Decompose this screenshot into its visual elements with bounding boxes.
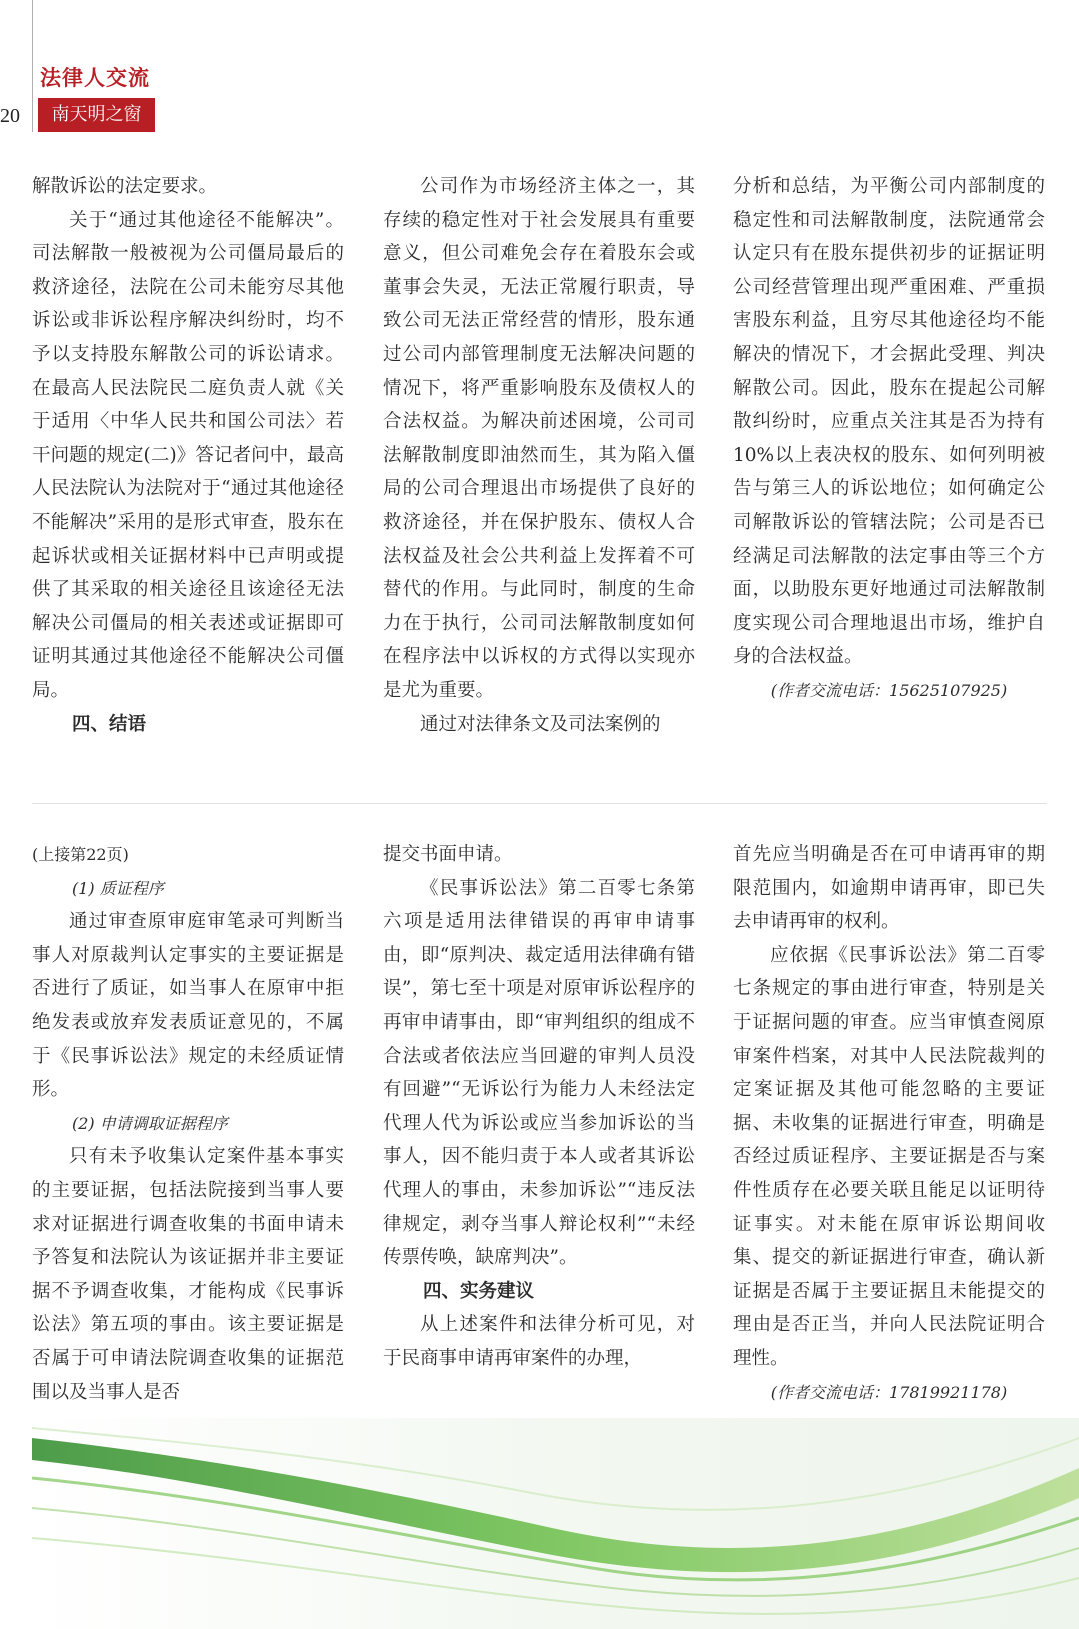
author-contact: (作者交流电话：17819921178) — [770, 1382, 1008, 1402]
article-top-column-2 — [383, 170, 695, 741]
section-heading-practice-advice: 四、实务建议 — [423, 1280, 535, 1302]
decorative-green-wave — [32, 1418, 1079, 1629]
paragraph: 只有未予收集认定案件基本事实的主要证据，包括法院接到当事人要求对证据进行调查收集的书面申请未予答复和法院认为该证据并非主要证据不予调查收集，才能构成《民事诉讼法》第五项的事由。该主要证据是否属于可申请法院调查收集的证据范围以及当事人是否 — [32, 1146, 344, 1403]
author-contact: (作者交流电话：15625107925) — [770, 680, 1008, 700]
subheading-cross-examination: (1) 质证程序 — [72, 878, 164, 898]
paragraph: 通过对法律条文及司法案例的 — [420, 713, 661, 735]
article-bottom-column-2 — [383, 838, 695, 1376]
section-heading-conclusion: 四、结语 — [72, 713, 147, 735]
article-top-column-3 — [733, 170, 1045, 708]
paragraph: 关于“通过其他途径不能解决”。司法解散一般被视为公司僵局最后的救济途径，法院在公司未能穷尽其他诉讼或非诉讼程序解决纠纷时，均不予以支持股东解散公司的诉讼请求。在最高人民法院民二庭负责人就《关于适用〈中华人民共和国公司法〉若干问题的规定(二)》答记者问中，最高人民法院认为法院对于“通过其他途径不能解决”采用的是形式审查，股东在起诉状或相关证据材料中已声明或提供了其采取的相关途径且该途径无法解决公司僵局的相关表述或证据即可证明其通过其他途径不能解决公司僵局。 — [32, 209, 344, 701]
article-bottom-column-3 — [733, 838, 1045, 1409]
paragraph: 解散诉讼的法定要求。 — [32, 176, 218, 197]
paragraph: 《民事诉讼法》第二百零七条第六项是适用法律错误的再审申请事由，即“原判决、裁定适用法律确有错误”，第七至十项是对原审诉讼程序的再审申请事由，即“审判组织的组成不合法或者依法应当回避的审判人员没有回避”“无诉讼行为能力人未经法定代理人代为诉讼或应当参加诉讼的当事人，因不能归责于本人或者其诉讼代理人的事由，未参加诉讼”“违反法律规定，剥夺当事人辩论权利”“未经传票传唤，缺席判决”。 — [383, 877, 695, 1269]
paragraph: 应依据《民事诉讼法》第二百零七条规定的事由进行审查，特别是关于证据问题的审查。应当审慎查阅原审案件档案，对其中人民法院裁判的定案证据及其他可能忽略的主要证据、未收集的证据进行审查，明确是否经过质证程序、主要证据是否与案件性质存在必要关联且能足以证明待证事实。对未能在原审诉讼期间收集、提交的新证据进行审查，确认新证据是否属于主要证据且未能提交的理由是否正当，并向人民法院证明合理性。 — [733, 944, 1045, 1369]
paragraph: 分析和总结，为平衡公司内部制度的稳定性和司法解散制度，法院通常会认定只有在股东提供初步的证据证明公司经营管理出现严重困难、严重损害股东利益，且穷尽其他途径均不能解决的情况下，才会据此受理、判决解散公司。因此，股东在提起公司解散纠纷时，应重点关注其是否为持有10%以上表决权的股东、如何列明被告与第三人的诉讼地位；如何确定公司解散诉讼的管辖法院；公司是否已经满足司法解散的法定事由等三个方面，以助股东更好地通过司法解散制度实现公司合理地退出市场，维护自身的合法权益。 — [733, 176, 1045, 668]
article-bottom-column-1 — [32, 838, 344, 1409]
article-top-column-1 — [32, 170, 344, 741]
continued-from-note: (上接第22页) — [32, 845, 129, 864]
paragraph: 公司作为市场经济主体之一，其存续的稳定性对于社会发展具有重要意义，但公司难免会存在着股东会或董事会失灵，无法正常履行职责，导致公司无法正常经营的情形，股东通过公司内部管理制度无法解决问题的情况下，将严重影响股东及债权人的合法权益。为解决前述困境，公司司法解散制度即油然而生，其为陷入僵局的公司合理退出市场提供了良好的救济途径，并在保护股东、债权人合法权益及社会公共利益上发挥着不可替代的作用。与此同时，制度的生命力在于执行，公司司法解散制度如何在程序法中以诉权的方式得以实现亦是尤为重要。 — [383, 176, 695, 701]
paragraph: 从上述案件和法律分析可见，对于民商事申请再审案件的办理， — [383, 1314, 695, 1369]
column-subtitle-badge: 南天明之窗 — [38, 98, 155, 132]
paragraph: 提交书面申请。 — [383, 844, 513, 865]
header-rule — [32, 0, 33, 132]
paragraph: 通过审查原审庭审笔录可判断当事人对原裁判认定事实的主要证据是否进行了质证，如当事人在原审中拒绝发表或放弃发表质证意见的，不属于《民事诉讼法》规定的未经质证情形。 — [32, 911, 344, 1101]
paragraph: 首先应当明确是否在可申请再审的期限范围内，如逾期申请再审，即已失去申请再审的权利。 — [733, 844, 1045, 933]
section-title: 法律人交流 — [40, 66, 150, 90]
page-number: 20 — [0, 105, 20, 127]
article-divider — [32, 803, 1047, 804]
subheading-evidence-collection: (2) 申请调取证据程序 — [72, 1113, 228, 1133]
